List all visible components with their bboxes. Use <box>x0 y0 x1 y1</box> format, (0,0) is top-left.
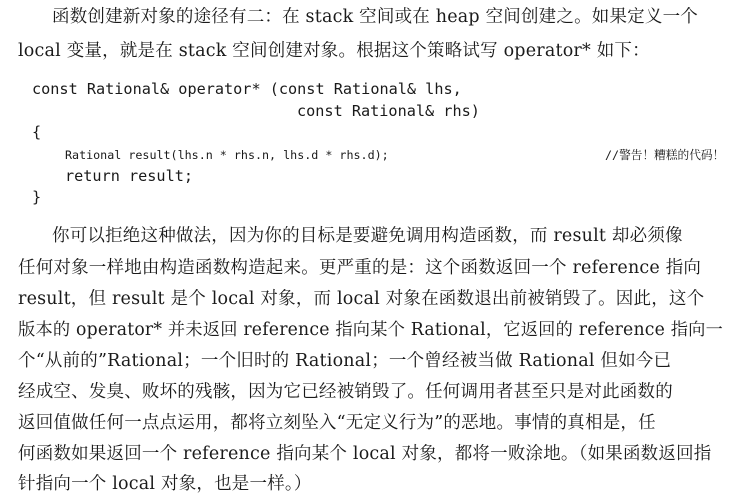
paragraph-2-line-5: 个“从前的”Rational；一个旧时的 Rational；一个曾经被当做 Rational 但如今已 <box>18 351 672 371</box>
paragraph-1-line-1: 函数创建新对象的途径有二：在 stack 空间或在 heap 空间创建之。如果定义一个 <box>52 7 698 27</box>
code-line-6: } <box>32 188 42 206</box>
code-line-5: return result; <box>65 167 194 185</box>
paragraph-2-line-3: result，但 result 是个 local 对象，而 local 对象在函数退出前被销毁了。因此，这个 <box>18 289 705 309</box>
code-line-2: const Rational& rhs) <box>297 102 480 120</box>
paragraph-2-line-7: 返回值做任何一点点运用，都将立刻坠入“无定义行为”的恶地。事情的真相是，任 <box>18 413 656 433</box>
code-line-3: { <box>32 123 42 141</box>
paragraph-2-line-4: 版本的 operator* 并未返回 reference 指向某个 Rational，它返回的 reference 指向一 <box>18 320 724 340</box>
paragraph-2-line-9: 针指向一个 local 对象，也是一样。） <box>18 474 312 494</box>
paragraph-2-line-6: 经成空、发臭、败坏的残骸，因为它已经被销毁了。任何调用者甚至只是对此函数的 <box>18 382 673 402</box>
paragraph-2-line-8: 何函数如果返回一个 reference 指向某个 local 对象，都将一败涂地。（如果函数返回指 <box>18 444 712 464</box>
paragraph-2-line-1: 你可以拒绝这种做法，因为你的目标是要避免调用构造函数，而 result 却必须像 <box>52 226 683 246</box>
code-line-4-code: Rational result(lhs.n * rhs.n, lhs.d * rhs.d); <box>65 148 389 162</box>
code-line-1: const Rational& operator* (const Rational& lhs, <box>32 80 462 98</box>
code-comment: //警告！糟糕的代码！ <box>605 148 725 162</box>
paragraph-2-line-2: 任何对象一样地由构造函数构造起来。更严重的是：这个函数返回一个 reference 指向 <box>18 258 702 278</box>
paragraph-1-line-2: local 变量，就是在 stack 空间创建对象。根据这个策略试写 operator* 如下： <box>18 41 650 61</box>
code-line-4 <box>65 144 725 166</box>
